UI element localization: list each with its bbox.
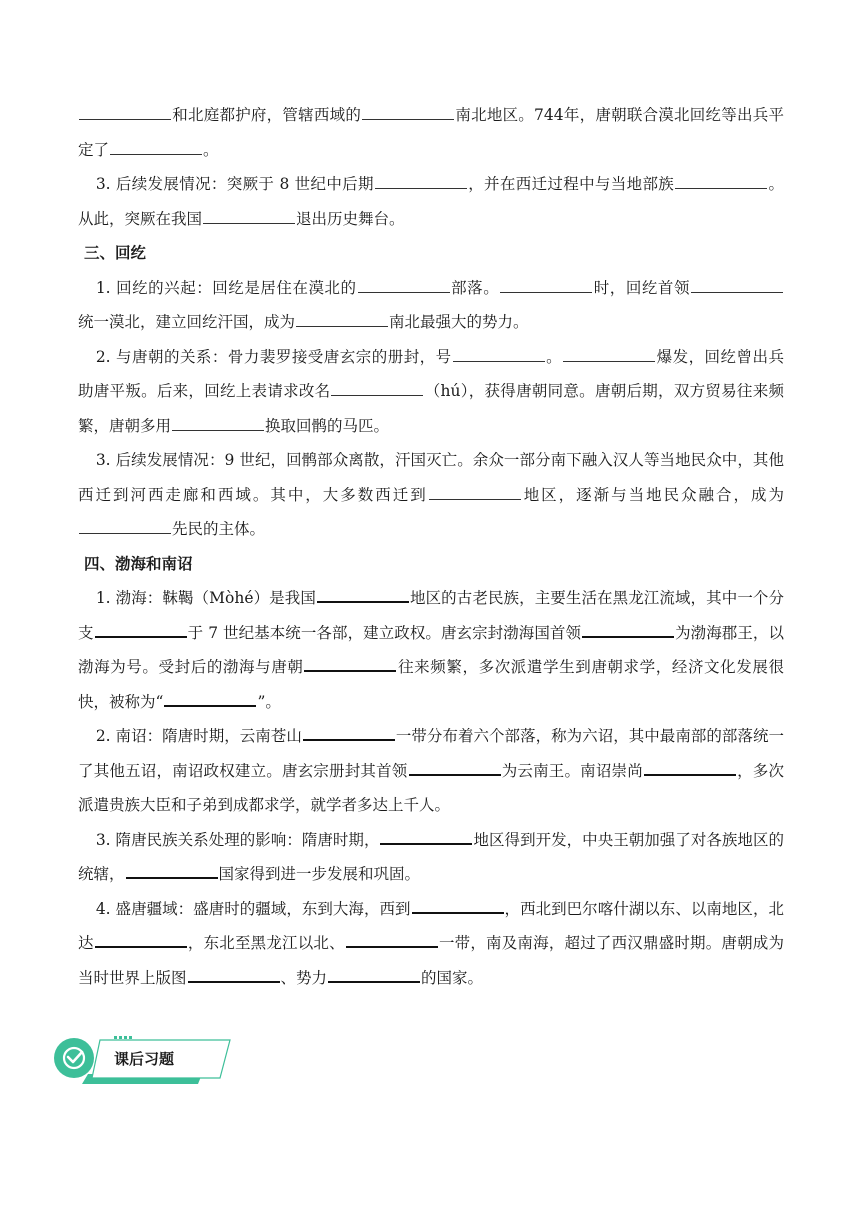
answer-blank[interactable] (188, 980, 280, 983)
answer-blank[interactable] (126, 876, 218, 879)
badge-label: 课后习题 (114, 1050, 175, 1068)
check-circle-icon (54, 1038, 94, 1078)
answer-blank[interactable] (303, 738, 395, 741)
paragraph-sec4-item4: 4. 盛唐疆域：盛唐时的疆域，东到大海，西到 ，西北到巴尔喀什湖以东、以南地区，北达 ，东北至黑龙江以北、 一带，南及南海，超过了西汉鼎盛时期。唐朝成为当时世界上版图 、势力 的国家。 (78, 899, 784, 987)
badge-dot (119, 1036, 122, 1039)
answer-blank[interactable] (172, 429, 264, 431)
answer-blank[interactable] (331, 394, 423, 396)
answer-blank[interactable] (500, 291, 592, 293)
section-badge-homework (52, 1030, 242, 1086)
paragraph-sec3-item1: 1. 回纥的兴起：回纥是居住在漠北的 部落。 时，回纥首领统一漠北，建立回纥汗国，成为 南北最强大的势力。 (78, 271, 784, 340)
answer-blank[interactable] (409, 773, 501, 776)
answer-blank[interactable] (358, 291, 450, 293)
answer-blank[interactable] (691, 291, 783, 293)
answer-blank[interactable] (328, 980, 420, 983)
answer-blank[interactable] (375, 187, 467, 189)
answer-blank[interactable] (675, 187, 767, 189)
answer-blank[interactable] (453, 360, 545, 362)
answer-blank[interactable] (296, 325, 388, 327)
badge-dot (129, 1036, 132, 1039)
paragraph-sec3-item2: 2. 与唐朝的关系：骨力裴罗接受唐玄宗的册封，号 。 爆发，回纥曾出兵助唐平叛。后来，回纥上表请求改名 （hú），获得唐朝同意。唐朝后期，双方贸易往来频繁，唐朝多用 换取回鹘的马匹。 (78, 347, 784, 435)
worksheet-body (78, 98, 784, 995)
answer-blank[interactable] (110, 153, 202, 155)
answer-blank[interactable] (95, 635, 187, 638)
paragraph-sec4-item3: 3. 隋唐民族关系处理的影响：隋唐时期， 地区得到开发，中央王朝加强了对各族地区的统辖， 国家得到进一步发展和巩固。 (78, 830, 784, 883)
answer-blank[interactable] (563, 360, 655, 362)
answer-blank[interactable] (79, 532, 171, 534)
badge-dot (114, 1036, 117, 1039)
answer-blank[interactable] (203, 222, 295, 224)
paragraph-sec4-item1: 1. 渤海：靺鞨（Mòhé）是我国 地区的古老民族，主要生活在黑龙江流域，其中一个分支 于 7 世纪基本统一各部，建立政权。唐玄宗封渤海国首领 为渤海郡王，以渤海为号。受封后的渤海与唐朝 往来频繁，多次派遣学生到唐朝求学，经济文化发展很快，被称为“ ”。 (78, 589, 784, 711)
paragraph-sec2-item3: 3. 后续发展情况：突厥于 8 世纪中后期 ，并在西迁过程中与当地部族 。从此，突厥在我国 退出历史舞台。 (78, 175, 784, 228)
answer-blank[interactable] (412, 911, 504, 914)
section-heading-huihe: 三、回纥 (84, 244, 147, 262)
answer-blank[interactable] (644, 773, 736, 776)
paragraph-sec2-continued: 和北庭都护府，管辖西域的 南北地区。744年，唐朝联合漠北回纥等出兵平定了 。 (78, 106, 784, 159)
badge-dot (124, 1036, 127, 1039)
answer-blank[interactable] (582, 635, 674, 638)
answer-blank[interactable] (164, 704, 256, 707)
paragraph-sec4-item2: 2. 南诏：隋唐时期，云南苍山 一带分布着六个部落，称为六诏，其中最南部的部落统一了其他五诏，南诏政权建立。唐玄宗册封其首领 为云南王。南诏崇尚 ，多次派遣贵族大臣和子弟到成都求学，就学者多达上千人。 (78, 727, 784, 814)
answer-blank[interactable] (317, 600, 409, 603)
answer-blank[interactable] (362, 118, 454, 120)
answer-blank[interactable] (429, 498, 521, 500)
section-heading-bohai-nanzhao: 四、渤海和南诏 (84, 554, 193, 573)
answer-blank[interactable] (95, 945, 187, 948)
answer-blank[interactable] (79, 118, 171, 120)
answer-blank[interactable] (346, 945, 438, 948)
answer-blank[interactable] (304, 669, 396, 672)
answer-blank[interactable] (380, 842, 472, 845)
paragraph-sec3-item3: 3. 后续发展情况：9 世纪，回鹘部众离散，汗国灭亡。余众一部分南下融入汉人等当地民众中，其他西迁到河西走廊和西域。其中，大多数西迁到 地区，逐渐与当地民众融合，成为先民的主体。 (78, 451, 784, 538)
